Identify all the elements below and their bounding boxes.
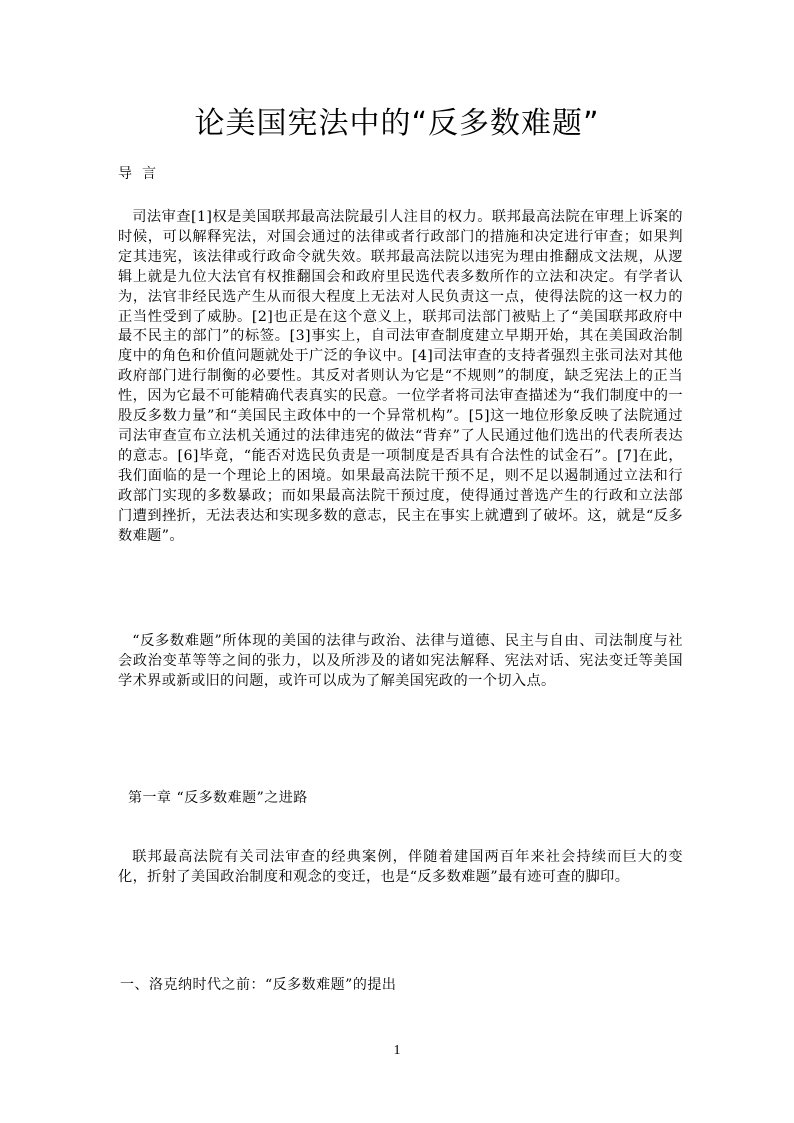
paragraph-chapter-1: 联邦最高法院有关司法审查的经典案例，伴随着建国两百年来社会持续而巨大的变化，折射了美国政治制度和观念的变迁，也是“反多数难题”最有迹可查的脚印。	[118, 849, 683, 885]
intro-heading: 导言	[118, 166, 166, 182]
page-number: 1	[393, 1043, 401, 1058]
document-title: 论美国宪法中的“反多数难题”	[194, 106, 600, 141]
chapter-heading: 第一章 “反多数难题”之进路	[128, 790, 308, 806]
paragraph-intro-2: “反多数难题”所体现的美国的法律与政治、法律与道德、民主与自由、司法制度与社会政治变革等等之间的张力，以及所涉及的诸如宪法解释、宪法对话、宪法变迁等美国学术界或新或旧的问题，或许可以成为了解美国宪政的一个切入点。	[118, 633, 683, 689]
section-heading: 一、洛克纳时代之前：“反多数难题”的提出	[120, 977, 397, 993]
paragraph-intro-1: 司法审查[1]权是美国联邦最高法院最引人注目的权力。联邦最高法院在审理上诉案的时候，可以解释宪法，对国会通过的法律或者行政部门的措施和决定进行审查；如果判定其违宪，该法律或行政命令就失效。联邦最高法院以违宪为理由推翻成文法规，从逻辑上就是九位大法官有权推翻国会和政府里民选代表多数所作的立法和决定。有学者认为，法官非经民选产生从而很大程度上无法对人民负责这一点，使得法院的这一权力的正当性受到了威胁。[2]也正是在这个意义上，联邦司法部门被贴上了“美国联邦政府中最不民主的部门”的标签。[3]事实上，自司法审查制度建立早期开始，其在美国政治制度中的角色和价值问题就处于广泛的争议中。[4]司法审查的支持者强烈主张司法对其他政府部门进行制衡的必要性。其反对者则认为它是“不规则”的制度，缺乏宪法上的正当性，因为它最不可能精确代表真实的民意。一位学者将司法审查描述为“我们制度中的一股反多数力量”和“美国民主政体中的一个异常机构”。[5]这一地位形象反映了法院通过司法审查宣布立法机关通过的法律违宪的做法“背弃”了人民通过他们选出的代表所表达的意志。[6]毕竟，“能否对选民负责是一项制度是否具有合法性的试金石”。[7]在此，我们面临的是一个理论上的困境。如果最高法院干预不足，则不足以遏制通过立法和行政部门实现的多数暴政；而如果最高法院干预过度，使得通过普选产生的行政和立法部门遭到挫折，无法表达和实现多数的意志，民主在事实上就遭到了破坏。这，就是“反多数难题”。	[118, 209, 683, 544]
